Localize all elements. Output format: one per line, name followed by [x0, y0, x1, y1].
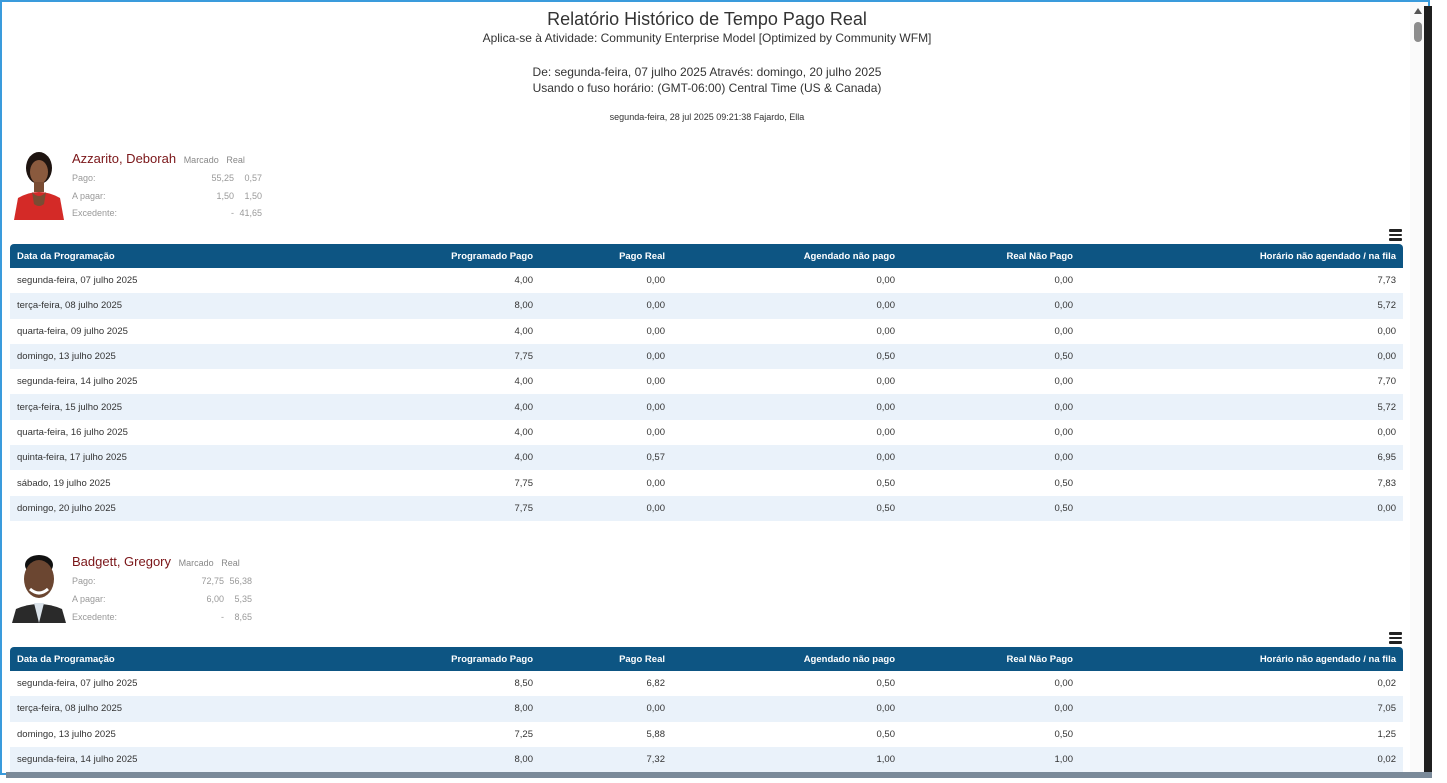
table-row: [10, 470, 1403, 495]
col-header-actual-unpaid[interactable]: Real Não Pago: [902, 647, 1080, 671]
cell-date: domingo, 13 julho 2025: [17, 728, 116, 740]
table-row: [10, 722, 1403, 747]
cell-value: 0,00: [1054, 426, 1073, 438]
stat-label: Excedente:: [72, 208, 118, 218]
stat-paid: [72, 576, 252, 590]
cell-value: 1,00: [672, 747, 902, 772]
cell-value: 0,00: [876, 275, 895, 287]
table-row: [10, 319, 1403, 344]
col-header-date[interactable]: Data da Programação: [10, 647, 370, 671]
cell-value: 7,25: [514, 728, 533, 740]
agent-name: [72, 554, 240, 569]
cell-date: domingo, 20 julho 2025: [10, 496, 370, 521]
stat-label: Pago:: [72, 576, 96, 586]
table-row: [10, 671, 1403, 696]
cell-value: 7,75: [514, 477, 533, 489]
cell-date: terça-feira, 08 julho 2025: [10, 293, 370, 318]
col-header-scheduled-paid[interactable]: Programado Pago: [370, 647, 540, 671]
cell-value: 0,00: [646, 325, 665, 337]
avatar: [12, 551, 66, 623]
cell-value: 7,70: [1377, 376, 1396, 388]
table-row: [10, 293, 1403, 318]
report-header: [2, 8, 1412, 122]
cell-date: segunda-feira, 14 julho 2025: [10, 747, 370, 772]
cell-date: sábado, 19 julho 2025: [17, 477, 111, 489]
scroll-up-arrow-icon[interactable]: [1414, 8, 1422, 14]
stat-real: 0,57: [244, 173, 262, 183]
avatar: [12, 148, 66, 220]
cell-value: 5,88: [646, 728, 665, 740]
cell-value: 4,00: [514, 376, 533, 388]
col-header-unscheduled[interactable]: Horário não agendado / na fila: [1080, 244, 1403, 268]
cell-value: 0,00: [646, 275, 665, 287]
cell-date: terça-feira, 08 julho 2025: [10, 696, 370, 721]
col-marked-label: Marcado: [178, 558, 214, 568]
cell-value: 0,00: [902, 394, 1080, 419]
stat-marked: 6,00: [206, 594, 224, 604]
scroll-thumb[interactable]: [1414, 22, 1422, 42]
cell-date: segunda-feira, 07 julho 2025: [17, 678, 138, 690]
cell-value: 0,00: [1080, 496, 1403, 521]
table-header-row: [10, 244, 1403, 268]
schedule-table: [10, 647, 1403, 772]
cell-value: 0,00: [646, 477, 665, 489]
cell-value: 4,00: [514, 426, 533, 438]
table-row: [10, 696, 1403, 721]
stat-label: A pagar:: [72, 594, 106, 604]
cell-value: 0,00: [540, 344, 672, 369]
timezone-label: Usando o fuso horário: (GMT-06:00) Central Time (US & Canada): [532, 81, 882, 95]
stat-excess: [72, 208, 262, 222]
cell-value: 1,25: [1377, 728, 1396, 740]
cell-value: 4,00: [514, 325, 533, 337]
cell-value: 7,83: [1377, 477, 1396, 489]
cell-date: terça-feira, 15 julho 2025: [10, 394, 370, 419]
stat-marked: -: [221, 612, 224, 622]
date-range: De: segunda-feira, 07 julho 2025 Através: domingo, 20 julho 2025: [532, 65, 882, 79]
cell-value: 4,00: [370, 394, 540, 419]
agent-name-text: Badgett, Gregory: [72, 554, 171, 569]
table-row: [10, 394, 1403, 419]
stat-marked: 55,25: [211, 173, 234, 183]
cell-value: 5,72: [1080, 394, 1403, 419]
cell-value: 0,50: [672, 344, 902, 369]
agent-name-text: Azzarito, Deborah: [72, 151, 177, 166]
cell-value: 7,32: [540, 747, 672, 772]
cell-date: segunda-feira, 14 julho 2025: [17, 376, 138, 388]
stat-label: Excedente:: [72, 612, 118, 622]
cell-date: quinta-feira, 17 julho 2025: [10, 445, 370, 470]
cell-value: 6,95: [1080, 445, 1403, 470]
cell-date: quarta-feira, 16 julho 2025: [17, 426, 128, 438]
cell-value: 0,00: [876, 376, 895, 388]
col-header-actual-unpaid[interactable]: Real Não Pago: [902, 244, 1080, 268]
cell-value: 8,00: [370, 293, 540, 318]
table-row: [10, 420, 1403, 445]
cell-value: 0,00: [1054, 678, 1073, 690]
cell-value: 0,00: [672, 445, 902, 470]
table-row: [10, 369, 1403, 394]
table-row: [10, 268, 1403, 293]
cell-value: 0,00: [1054, 376, 1073, 388]
cell-value: 0,00: [1054, 325, 1073, 337]
cell-value: 0,00: [1377, 426, 1396, 438]
stat-payable: [72, 191, 262, 205]
report-subtitle: Aplica-se à Atividade: Community Enterprise Model [Optimized by Community WFM]: [482, 31, 932, 45]
cell-value: 0,50: [672, 496, 902, 521]
cell-value: 5,72: [1080, 293, 1403, 318]
cell-value: 0,50: [902, 344, 1080, 369]
cell-value: 0,02: [1080, 747, 1403, 772]
table-row: [10, 445, 1403, 470]
cell-value: 0,00: [1054, 275, 1073, 287]
cell-date: domingo, 13 julho 2025: [10, 344, 370, 369]
cell-value: 0,00: [672, 394, 902, 419]
cell-value: 4,00: [370, 445, 540, 470]
stat-label: A pagar:: [72, 191, 106, 201]
col-header-scheduled-unpaid[interactable]: Agendado não pago: [672, 244, 902, 268]
cell-value: 0,00: [1377, 325, 1396, 337]
agent-card: [12, 148, 272, 223]
col-header-date[interactable]: Data da Programação: [10, 244, 370, 268]
cell-value: 0,50: [876, 728, 895, 740]
cell-value: 7,75: [370, 344, 540, 369]
col-real-label: Real: [221, 558, 240, 568]
col-header-scheduled-paid[interactable]: Programado Pago: [370, 244, 540, 268]
cell-value: 0,57: [540, 445, 672, 470]
table-header-row: [10, 647, 1403, 671]
table-row: [10, 496, 1403, 521]
cell-value: 7,05: [1080, 696, 1403, 721]
cell-value: 0,00: [902, 445, 1080, 470]
agent-card: [12, 551, 272, 626]
stat-marked: 1,50: [216, 191, 234, 201]
agent-name: [72, 151, 245, 166]
col-header-unscheduled[interactable]: Horário não agendado / na fila: [1080, 647, 1403, 671]
stat-excess: [72, 612, 252, 626]
stat-marked: -: [231, 208, 234, 218]
cell-value: 8,00: [370, 747, 540, 772]
table-row: [10, 747, 1403, 772]
cell-value: 0,00: [672, 293, 902, 318]
cell-value: 0,00: [540, 293, 672, 318]
cell-value: 0,00: [902, 696, 1080, 721]
cell-value: 0,00: [540, 394, 672, 419]
col-header-actual-paid[interactable]: Pago Real: [540, 244, 672, 268]
cell-value: 8,00: [370, 696, 540, 721]
cell-value: 0,00: [540, 696, 672, 721]
hamburger-menu-icon[interactable]: [1389, 632, 1402, 644]
cell-value: 0,00: [876, 426, 895, 438]
cell-value: 0,00: [646, 376, 665, 388]
col-header-scheduled-unpaid[interactable]: Agendado não pago: [672, 647, 902, 671]
stat-real: 8,65: [234, 612, 252, 622]
cell-value: 6,82: [646, 678, 665, 690]
cell-value: 0,50: [902, 496, 1080, 521]
hamburger-menu-icon[interactable]: [1389, 229, 1402, 241]
stat-real: 1,50: [244, 191, 262, 201]
cell-value: 0,00: [876, 325, 895, 337]
cell-value: 0,02: [1377, 678, 1396, 690]
generated-stamp: segunda-feira, 28 jul 2025 09:21:38 Fajardo, Ella: [609, 112, 805, 122]
cell-value: 0,00: [902, 293, 1080, 318]
cell-value: 0,50: [876, 678, 895, 690]
cell-value: 7,75: [370, 496, 540, 521]
window-shadow: [6, 772, 1432, 778]
cell-value: 4,00: [514, 275, 533, 287]
stat-paid: [72, 173, 262, 187]
col-header-actual-paid[interactable]: Pago Real: [540, 647, 672, 671]
cell-value: 0,00: [1080, 344, 1403, 369]
window-shadow: [1424, 6, 1432, 778]
cell-value: 8,50: [514, 678, 533, 690]
cell-value: 0,00: [672, 696, 902, 721]
stat-marked: 72,75: [201, 576, 224, 586]
cell-value: 0,00: [646, 426, 665, 438]
report-title: Relatório Histórico de Tempo Pago Real: [547, 9, 867, 29]
col-real-label: Real: [226, 155, 245, 165]
cell-value: 7,73: [1377, 275, 1396, 287]
stat-real: 41,65: [239, 208, 262, 218]
cell-value: 0,50: [1054, 477, 1073, 489]
stat-label: Pago:: [72, 173, 96, 183]
cell-date: quarta-feira, 09 julho 2025: [17, 325, 128, 337]
col-marked-label: Marcado: [183, 155, 219, 165]
cell-date: segunda-feira, 07 julho 2025: [17, 275, 138, 287]
cell-value: 0,00: [540, 496, 672, 521]
schedule-table: [10, 244, 1403, 521]
cell-value: 0,50: [876, 477, 895, 489]
stat-real: 56,38: [229, 576, 252, 586]
cell-value: 1,00: [902, 747, 1080, 772]
cell-value: 0,50: [1054, 728, 1073, 740]
table-row: [10, 344, 1403, 369]
stat-real: 5,35: [234, 594, 252, 604]
stat-payable: [72, 594, 252, 608]
